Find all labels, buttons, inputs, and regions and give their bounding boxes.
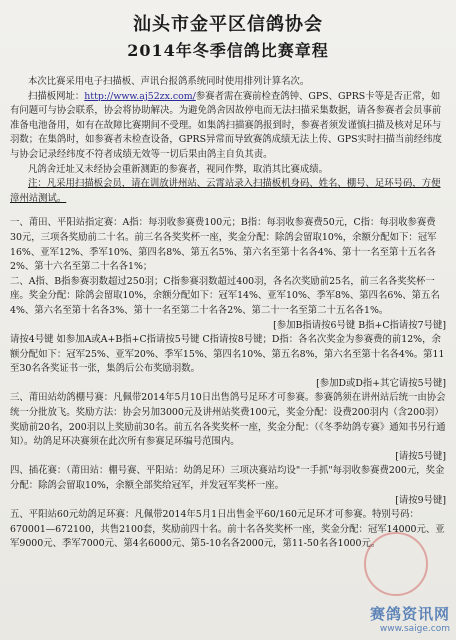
- section-4: 三、莆田站幼鸽棚号赛：凡佩带2014年5月10日出售鸽号足环才可参赛。参赛鸽须在讲州站后统一由协会统一分批放飞。奖励方法：协会另加3000元及讲州站奖费100元，奖金分配：设费200羽内（含200羽）奖励前20名，200羽以上奖励前30名。前五名各奖奖杯一座，奖金分配：（《冬季幼鸽专赛》通知书另行通知）。幼鸽足环决赛须在此次所有参赛足环编号范围内。: [10, 392, 446, 448]
- paragraph-relocation: 凡鸽舍迁址又未经协会重新测距的参赛者，视同作弊，取消其比赛成绩。: [28, 163, 329, 175]
- section-1: 一、莆田、平阳站指定赛：A指：每羽收参赛费100元；B指：每羽收参赛费50元，C指：每羽收参赛费30元，三项各奖励前二十名。前三名各奖奖杯一座，奖金分配：除鸽会留取10%，余额分配如下：冠军16%、亚军12%、季军10%、第四名8%、第五名5%、第六名至第十名各4%、第十一名至第十五名各2%、第十六名至第二十名各1%；: [10, 217, 437, 273]
- section-5: 四、插花赛：（莆田站：棚号赛、平阳站：幼鸽足环）三项决赛站均设"一手抓"每羽收参赛费200元，奖金分配：除鸽会留取10%，余额全部奖给冠军，并发冠军奖杯一座。: [10, 465, 445, 492]
- document-subtitle: 2014年冬季信鸽比赛章程: [127, 41, 329, 60]
- scan-url-link[interactable]: http://www.aj52zx.com/: [84, 90, 196, 102]
- section-3: 请按4号键 如参加A或A+B指+C指请按5号键 C指请按8号键；D指：各名次奖金为参赛费的前12%，余额分配如下：冠军25%、亚军20%、季军15%、第四名10%、第五名8%，第六名至第十名各4%。第11至30名各奖证书一张，集鸽后公布奖励羽数。: [10, 334, 445, 375]
- section-3-key: [参加D或D指+其它请按5号键]: [316, 377, 446, 389]
- section-6: 五、平阳站60元幼鸽足环赛：凡佩带2014年5月1日出售金平60/160元足环才可参赛。特别号码：670001—672100，共售2100套，奖励前四十名。前十名各奖奖杯一座，奖金分配：冠军14000元、亚军9000元、季军7000元、第4名6000元、第5-10名各2000元，第11-50名各1000元。: [10, 509, 445, 550]
- section-2-key: [参加B指请按6号键 B指+C指请按7号键]: [273, 319, 446, 331]
- scan-url-prefix: 扫描板网址：: [28, 90, 85, 102]
- watermark-url: www.saige.com: [379, 624, 450, 634]
- document-title: 汕头市金平区信鸽协会: [133, 14, 323, 35]
- paragraph-note: 注：凡采用扫描板会员，请在训放讲州站、云霄站录入扫描板机身码、姓名、棚号、足环号码，方便漳州站测试。: [10, 178, 441, 204]
- official-stamp: [364, 532, 428, 596]
- document-body: [10, 75, 446, 552]
- site-watermark: [370, 603, 450, 634]
- paragraph-scan-board: [10, 90, 446, 163]
- section-4-key: [请按5号键]: [395, 450, 446, 462]
- section-5-key: [请按9号键]: [395, 494, 446, 506]
- scan-rules-text: 参赛者需在赛前检查鸽钟、GPS、GPRS卡等是否正常，如有问题可与协会联系，协会将协助解决。为避免鸽舍因故停电而无法扫描采集数据，请各参赛者会员事前准备电池备用，如有在故障比赛期间不受理。如集鸽扫描赛鸽报到时，参赛者须发谨慎扫描及核对足环与羽数；在集鸽时，如参赛者未检查设备，GPRS异常而导致赛鸽成绩无法上传、GPS实时扫描当前经纬度与协会记录经纬度不符者成绩无效等一切后果由鸽主自负其责。: [10, 90, 442, 160]
- paragraph-intro: 本次比赛采用电子扫描板、声讯台报鸽系统同时使用排列计算名次。: [28, 76, 310, 87]
- watermark-title: 赛鸽资讯网: [369, 605, 450, 623]
- section-2: 二、A指、B指参赛羽数超过250羽；C指参赛羽数超过400羽，各名次奖励前25名，前三名各奖奖杯一座。奖金分配：除鸽会留取10%，余额分配如下：冠军14%、亚军10%、季军8%、第四名6%、第五名4%、第六名至第十名各3%、第十一名至第二十名各2%、第二十一名至第二十五名各1%。: [10, 275, 440, 316]
